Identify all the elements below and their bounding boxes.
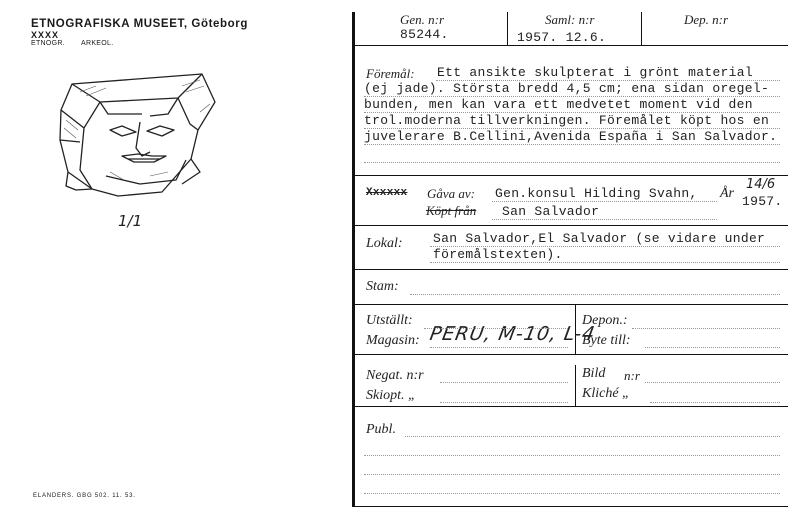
- bild-nr-label: n:r: [624, 368, 640, 383]
- printer-imprint: ELANDERS. GBG 502. 11. 53.: [33, 493, 136, 499]
- dotted-line: [430, 347, 568, 348]
- ar-label: År: [720, 186, 734, 201]
- dotted-line: [364, 144, 780, 145]
- dotted-line: [440, 402, 568, 403]
- foremal-label: Föremål:: [366, 66, 415, 81]
- form-divider-top-2: [641, 12, 642, 45]
- magasin-label: Magasin:: [366, 333, 420, 348]
- dotted-line: [364, 455, 780, 456]
- dotted-line: [405, 436, 780, 437]
- dotted-line: [364, 96, 780, 97]
- kopt-label-struck: Köpt från: [426, 203, 477, 218]
- gen-nr-value: 85244.: [400, 27, 449, 42]
- dotted-line: [492, 219, 717, 220]
- rule-3: [352, 225, 788, 226]
- rule-1: [352, 45, 788, 46]
- saml-nr-value: 1957. 12.6.: [517, 30, 607, 45]
- dotted-line: [364, 162, 780, 163]
- form-left-border: [352, 12, 355, 507]
- dotted-line: [430, 246, 780, 247]
- rule-7: [352, 406, 788, 407]
- rule-6: [352, 354, 788, 355]
- dotted-line: [492, 201, 717, 202]
- lokal-line-2: föremålstexten).: [433, 247, 563, 262]
- foremal-line-5: juvelerare B.Cellini,Avenida España i San Salvador.: [364, 129, 778, 144]
- rule-8: [352, 506, 788, 507]
- dep-nr-label: Dep. n:r: [684, 12, 729, 27]
- foremal-line-3: bunden, men kan vara ett medvetet moment vid den: [364, 97, 753, 112]
- negat-label: Negat. n:r: [366, 368, 424, 383]
- lokal-line-1: San Salvador,El Salvador (se vidare under: [433, 231, 766, 246]
- utstallt-label: Utställt:: [366, 313, 413, 328]
- ar-value-bottom: 1957.: [742, 194, 783, 209]
- dotted-line: [364, 112, 780, 113]
- skiopt-label: Skiopt. „: [366, 388, 416, 403]
- rule-5: [352, 304, 788, 305]
- gen-nr-label: Gen. n:r: [400, 12, 445, 27]
- bild-label: Bild: [582, 366, 606, 381]
- ar-value-top: 14/6: [746, 177, 776, 192]
- rule-2: [352, 175, 788, 176]
- label-etnogr: ETNOGR.: [31, 40, 65, 47]
- struck-label: Xxxxxx: [366, 187, 408, 199]
- dotted-line: [364, 493, 780, 494]
- dotted-line: [645, 382, 780, 383]
- saml-nr-label: Saml: n:r: [545, 12, 595, 27]
- stam-label: Stam:: [366, 279, 399, 294]
- lokal-label: Lokal:: [366, 236, 403, 251]
- magasin-value: PERU, M-10, L-4: [428, 323, 598, 345]
- header-xmarks: XXXX: [31, 30, 60, 40]
- foremal-line-4: trol.moderna tillverkningen. Föremålet köpt hos en: [364, 113, 770, 128]
- gava-label: Gåva av:: [427, 186, 476, 201]
- gava-value: Gen.konsul Hilding Svahn,: [495, 186, 698, 201]
- dotted-line: [424, 328, 568, 329]
- form-divider-low: [575, 365, 576, 406]
- dotted-line: [440, 382, 568, 383]
- kliche-label: Kliché „: [582, 386, 630, 401]
- rule-4: [352, 269, 788, 270]
- artifact-face-drawing: [50, 72, 225, 197]
- dotted-line: [410, 294, 780, 295]
- foremal-line-1: Ett ansikte skulpterat i grönt material: [437, 65, 753, 80]
- form-divider-top-1: [507, 12, 508, 45]
- dotted-line: [364, 128, 780, 129]
- label-arkeol: ARKEOL.: [81, 40, 114, 47]
- dotted-line: [632, 328, 780, 329]
- gava-value-2: San Salvador: [502, 204, 600, 219]
- publ-label: Publ.: [366, 422, 396, 437]
- dotted-line: [650, 402, 780, 403]
- dotted-line: [364, 474, 780, 475]
- dotted-line: [436, 80, 780, 81]
- museum-title: ETNOGRAFISKA MUSEET, Göteborg: [31, 18, 248, 30]
- byte-till-label: Byte till:: [582, 333, 631, 348]
- scale-fraction: 1/1: [118, 212, 143, 230]
- depon-label: Depon.:: [582, 313, 628, 328]
- dotted-line: [430, 262, 780, 263]
- dotted-line: [645, 347, 780, 348]
- foremal-line-2: (ej jade). Största bredd 4,5 cm; ena sidan oregel-: [364, 81, 770, 96]
